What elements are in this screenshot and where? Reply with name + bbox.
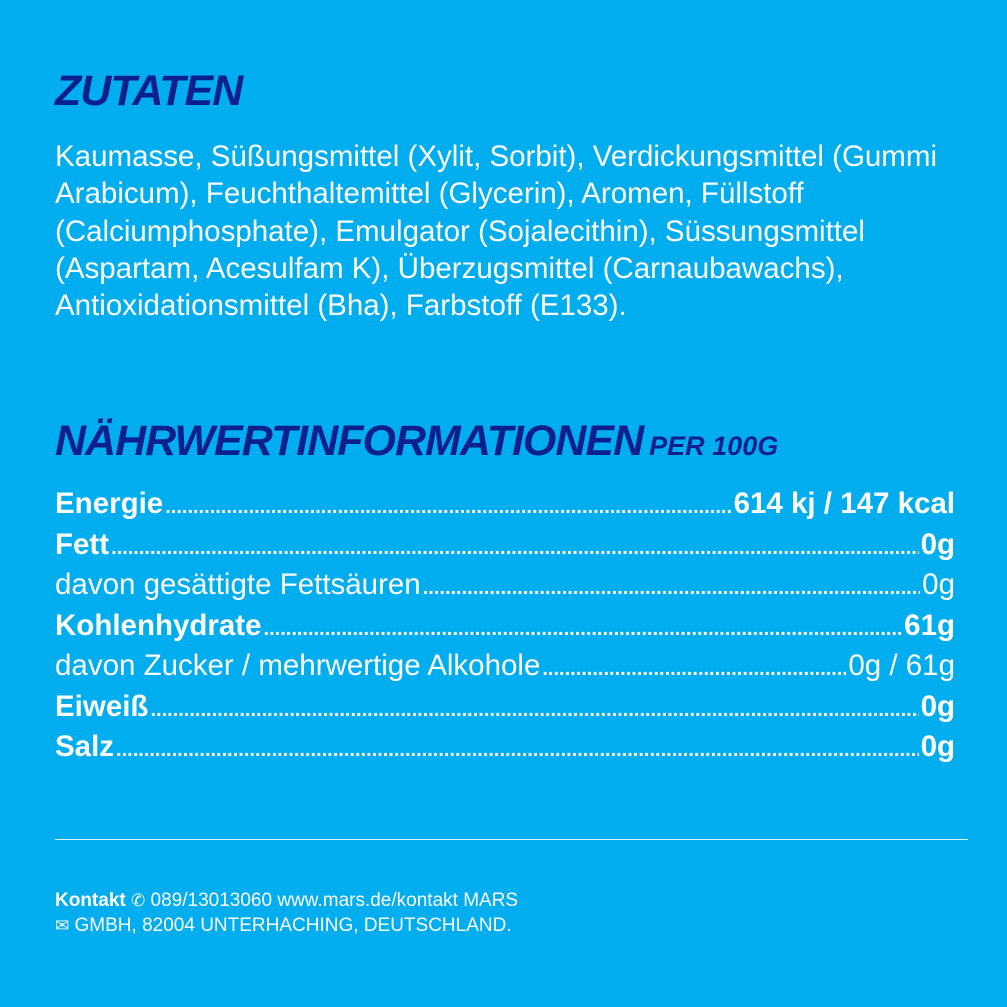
nutrition-title-main: NÄHRWERTINFORMATIONEN	[55, 417, 644, 465]
nutrition-value: 0g	[920, 689, 955, 723]
zutaten-title: ZUTATEN	[55, 67, 243, 115]
nutrition-row-zucker	[55, 649, 955, 690]
nutrition-value: 0g	[920, 730, 955, 763]
ingredients-text: Kaumasse, Süßungsmittel (Xylit, Sorbit), Verdickungsmittel (Gummi Arabicum), Feuchthaltemittel (Glycerin), Aromen, Füllstoff (Calciumphosphate), Emulgator (Sojalecithin), Süssungsmittel (Aspartam, Acesulfam K), Überzugsmittel (Carnaubawachs), Antioxidationsmittel (Bha), Farbstoff (E133).	[55, 140, 938, 323]
nutrition-label: Kohlenhydrate	[55, 608, 262, 642]
nutrition-value: 61g	[904, 608, 955, 642]
nutrition-value: 0g / 61g	[848, 649, 955, 682]
dot-leader	[111, 528, 918, 562]
nutrition-label: Eiweiß	[55, 689, 149, 723]
dot-leader	[116, 730, 919, 764]
contact-url[interactable]: www.mars.de/kontakt	[277, 890, 458, 911]
nutrition-label: davon gesättigte Fettsäuren	[55, 568, 421, 601]
dot-leader	[542, 649, 846, 683]
nutrition-value: 614 kj / 147 kcal	[733, 487, 955, 520]
nutrition-label: Fett	[55, 527, 110, 561]
nutrition-row-kohlenhydrate	[55, 609, 955, 650]
nutrition-row-salz	[55, 730, 955, 771]
nutrition-value: 0g	[920, 527, 955, 561]
dot-leader	[423, 568, 920, 602]
divider	[55, 839, 968, 840]
dot-leader	[165, 487, 731, 521]
nutrition-row-gesaettigte-fettsaeuren	[55, 568, 955, 609]
nutrition-row-energie	[55, 487, 955, 528]
dot-leader	[264, 609, 903, 643]
phone-icon: ✆	[131, 891, 146, 910]
nutrition-label: Salz	[55, 730, 115, 763]
contact-info	[55, 888, 755, 938]
nutrition-title	[55, 417, 779, 465]
nutrition-row-fett	[55, 528, 955, 569]
contact-label: Kontakt	[55, 890, 126, 911]
nutrition-row-eiweiss	[55, 690, 955, 731]
company-name: MARS	[463, 890, 519, 911]
nutrition-label: davon Zucker / mehrwertige Alkohole	[55, 649, 541, 682]
nutrition-title-per-100g: PER 100G	[649, 431, 779, 461]
nutrition-table	[55, 487, 955, 771]
mail-icon: ✉	[55, 916, 70, 935]
contact-phone[interactable]: 089/13013060	[150, 890, 273, 911]
nutrition-label: Energie	[55, 487, 164, 520]
nutrition-value: 0g	[922, 568, 955, 601]
company-address: GMBH, 82004 UNTERHACHING, DEUTSCHLAND.	[74, 915, 512, 936]
dot-leader	[150, 690, 918, 724]
